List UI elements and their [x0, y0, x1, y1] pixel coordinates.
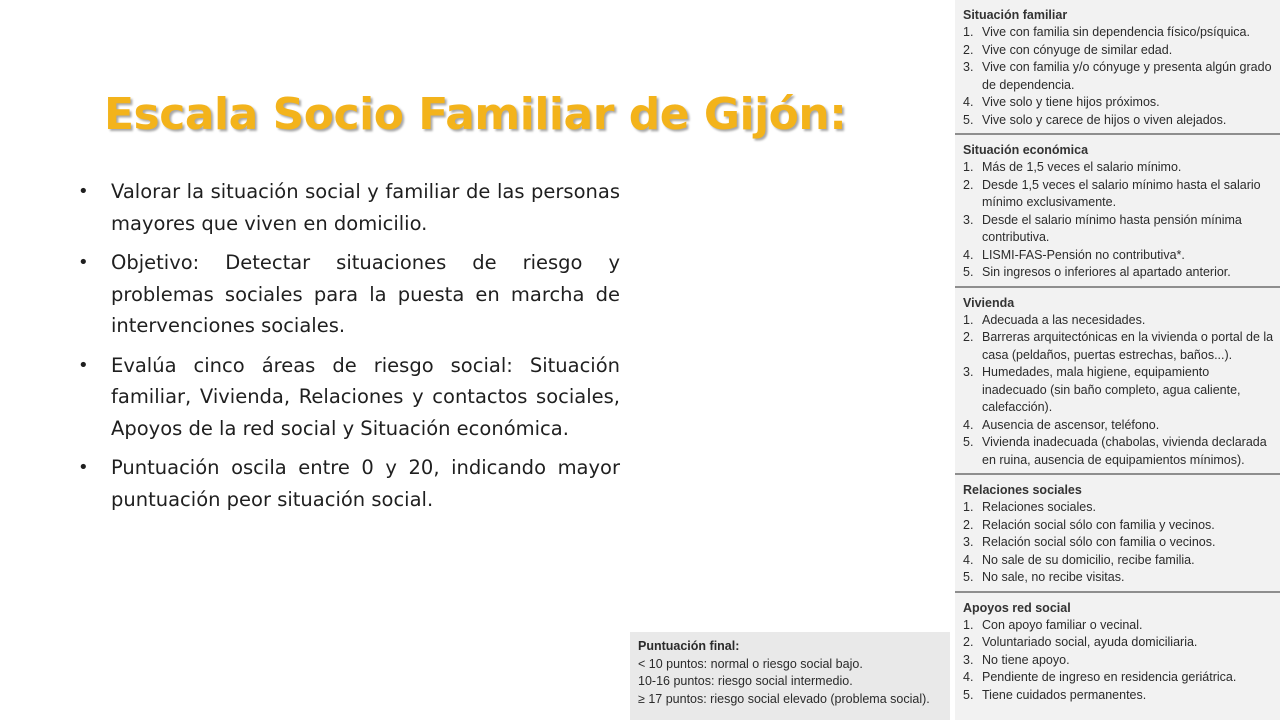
item-number: 3. — [963, 535, 974, 549]
scale-section-vivienda — [955, 288, 1280, 476]
scale-item — [963, 517, 1274, 535]
item-number: 5. — [963, 265, 974, 279]
scale-item — [963, 247, 1274, 265]
bullet-item — [78, 247, 620, 342]
item-text: Vive solo y carece de hijos o viven alejados. — [982, 112, 1227, 127]
scale-section-situacion-economica — [955, 135, 1280, 288]
scale-item — [963, 159, 1274, 177]
scale-item — [963, 312, 1274, 330]
item-text: Pendiente de ingreso en residencia geriátrica. — [982, 670, 1237, 684]
item-number: 3. — [963, 652, 974, 667]
item-text: Adecuada a las necesidades. — [982, 312, 1146, 327]
scale-section-relaciones-sociales — [955, 475, 1280, 593]
item-number: 2. — [963, 517, 974, 532]
scale-section-situacion-familiar — [955, 0, 1280, 135]
item-number: 5. — [963, 112, 974, 127]
scale-table-image — [955, 0, 1280, 720]
scale-item — [963, 112, 1274, 130]
item-text: Voluntariado social, ayuda domiciliaria. — [982, 635, 1198, 649]
item-text: Vive con cónyuge de similar edad. — [982, 42, 1173, 57]
score-heading: Puntuación final: — [638, 639, 740, 653]
bullet-list — [78, 176, 620, 523]
item-number: 1. — [963, 500, 974, 514]
final-score-box — [630, 632, 950, 720]
item-number: 4. — [963, 95, 974, 109]
item-number: 1. — [963, 25, 974, 39]
item-text: Más de 1,5 veces el salario mínimo. — [982, 160, 1182, 174]
scale-item — [963, 329, 1274, 364]
score-line: < 10 puntos: normal o riesgo social bajo. — [638, 656, 863, 671]
bullet-text: Puntuación oscila entre 0 y 20, indicando mayor puntuación peor situación social. — [111, 456, 620, 511]
item-number: 5. — [963, 570, 974, 584]
item-text: Ausencia de ascensor, teléfono. — [982, 417, 1160, 432]
item-number: 5. — [963, 687, 974, 702]
item-number: 2. — [963, 635, 974, 649]
item-text: Relación social sólo con familia o vecinos. — [982, 535, 1216, 549]
scale-item — [963, 569, 1274, 587]
scale-item — [963, 24, 1274, 42]
item-number: 4. — [963, 670, 974, 684]
item-text: Vive con familia y/o cónyuge y presenta algún grado de dependencia. — [982, 60, 1272, 92]
scale-item — [963, 417, 1274, 435]
item-number: 5. — [963, 435, 974, 449]
scale-item — [963, 669, 1274, 687]
item-text: Vive solo y tiene hijos próximos. — [982, 95, 1160, 109]
item-text: Tiene cuidados permanentes. — [982, 687, 1147, 702]
item-text: Vivienda inadecuada (chabolas, vivienda declarada en ruina, ausencia de equipamientos mínimos). — [982, 435, 1267, 467]
item-number: 1. — [963, 160, 974, 174]
item-text: LISMI-FAS-Pensión no contributiva*. — [982, 247, 1185, 262]
bullet-item — [78, 350, 620, 445]
scale-item — [963, 552, 1274, 570]
score-line: ≥ 17 puntos: riesgo social elevado (problema social). — [638, 691, 930, 706]
section-title: Relaciones sociales — [963, 483, 1082, 497]
slide-title: Escala Socio Familiar de Gijón: — [104, 89, 847, 141]
section-title: Vivienda — [963, 295, 1015, 310]
scale-item — [963, 94, 1274, 112]
item-text: No tiene apoyo. — [982, 652, 1070, 667]
item-number: 3. — [963, 60, 974, 74]
scale-section-apoyos-red-social — [955, 593, 1280, 709]
scale-item — [963, 687, 1274, 705]
item-text: Vive con familia sin dependencia físico/psíquica. — [982, 25, 1250, 39]
scale-item — [963, 634, 1274, 652]
item-text: Con apoyo familiar o vecinal. — [982, 617, 1143, 632]
item-number: 3. — [963, 212, 974, 227]
section-title: Apoyos red social — [963, 600, 1071, 615]
scale-item — [963, 617, 1274, 635]
scale-item — [963, 212, 1274, 247]
bullet-item — [78, 452, 620, 515]
section-title: Situación económica — [963, 143, 1089, 157]
scale-item — [963, 652, 1274, 670]
item-number: 2. — [963, 42, 974, 57]
bullet-text: Valorar la situación social y familiar de las personas mayores que viven en domicilio. — [111, 180, 620, 235]
scale-item — [963, 364, 1274, 417]
item-number: 1. — [963, 312, 974, 327]
item-number: 3. — [963, 365, 974, 379]
score-line: 10-16 puntos: riesgo social intermedio. — [638, 674, 853, 688]
item-number: 1. — [963, 617, 974, 632]
scale-item — [963, 59, 1274, 94]
item-text: Relaciones sociales. — [982, 500, 1096, 514]
item-text: Humedades, mala higiene, equipamiento inadecuado (sin baño completo, agua caliente, calefacción). — [982, 365, 1241, 414]
section-title: Situación familiar — [963, 8, 1068, 22]
scale-item — [963, 434, 1274, 469]
item-number: 4. — [963, 247, 974, 262]
item-text: Relación social sólo con familia y vecinos. — [982, 517, 1215, 532]
bullet-dot: • — [78, 181, 89, 202]
item-text: No sale de su domicilio, recibe familia. — [982, 552, 1195, 567]
bullet-dot: • — [78, 457, 89, 478]
scale-item — [963, 177, 1274, 212]
bullet-item — [78, 176, 620, 239]
scale-item — [963, 534, 1274, 552]
bullet-text: Evalúa cinco áreas de riesgo social: Situación familiar, Vivienda, Relaciones y contactos sociales, Apoyos de la red social y Situación económica. — [111, 353, 620, 440]
bullet-dot: • — [78, 252, 89, 273]
bullet-dot: • — [78, 354, 89, 376]
item-number: 4. — [963, 552, 974, 567]
item-number: 2. — [963, 330, 974, 344]
item-text: Sin ingresos o inferiores al apartado anterior. — [982, 265, 1231, 279]
item-number: 4. — [963, 417, 974, 432]
item-text: Desde el salario mínimo hasta pensión mínima contributiva. — [982, 212, 1242, 244]
item-number: 2. — [963, 177, 974, 192]
item-text: Desde 1,5 veces el salario mínimo hasta el salario mínimo exclusivamente. — [982, 177, 1261, 209]
scale-item — [963, 264, 1274, 282]
scale-item — [963, 499, 1274, 517]
bullet-text: Objetivo: Detectar situaciones de riesgo y problemas sociales para la puesta en marcha de intervenciones sociales. — [111, 251, 620, 337]
item-text: No sale, no recibe visitas. — [982, 570, 1125, 584]
item-text: Barreras arquitectónicas en la vivienda o portal de la casa (peldaños, puertas estrechas, baños...). — [982, 330, 1274, 362]
scale-item — [963, 42, 1274, 60]
